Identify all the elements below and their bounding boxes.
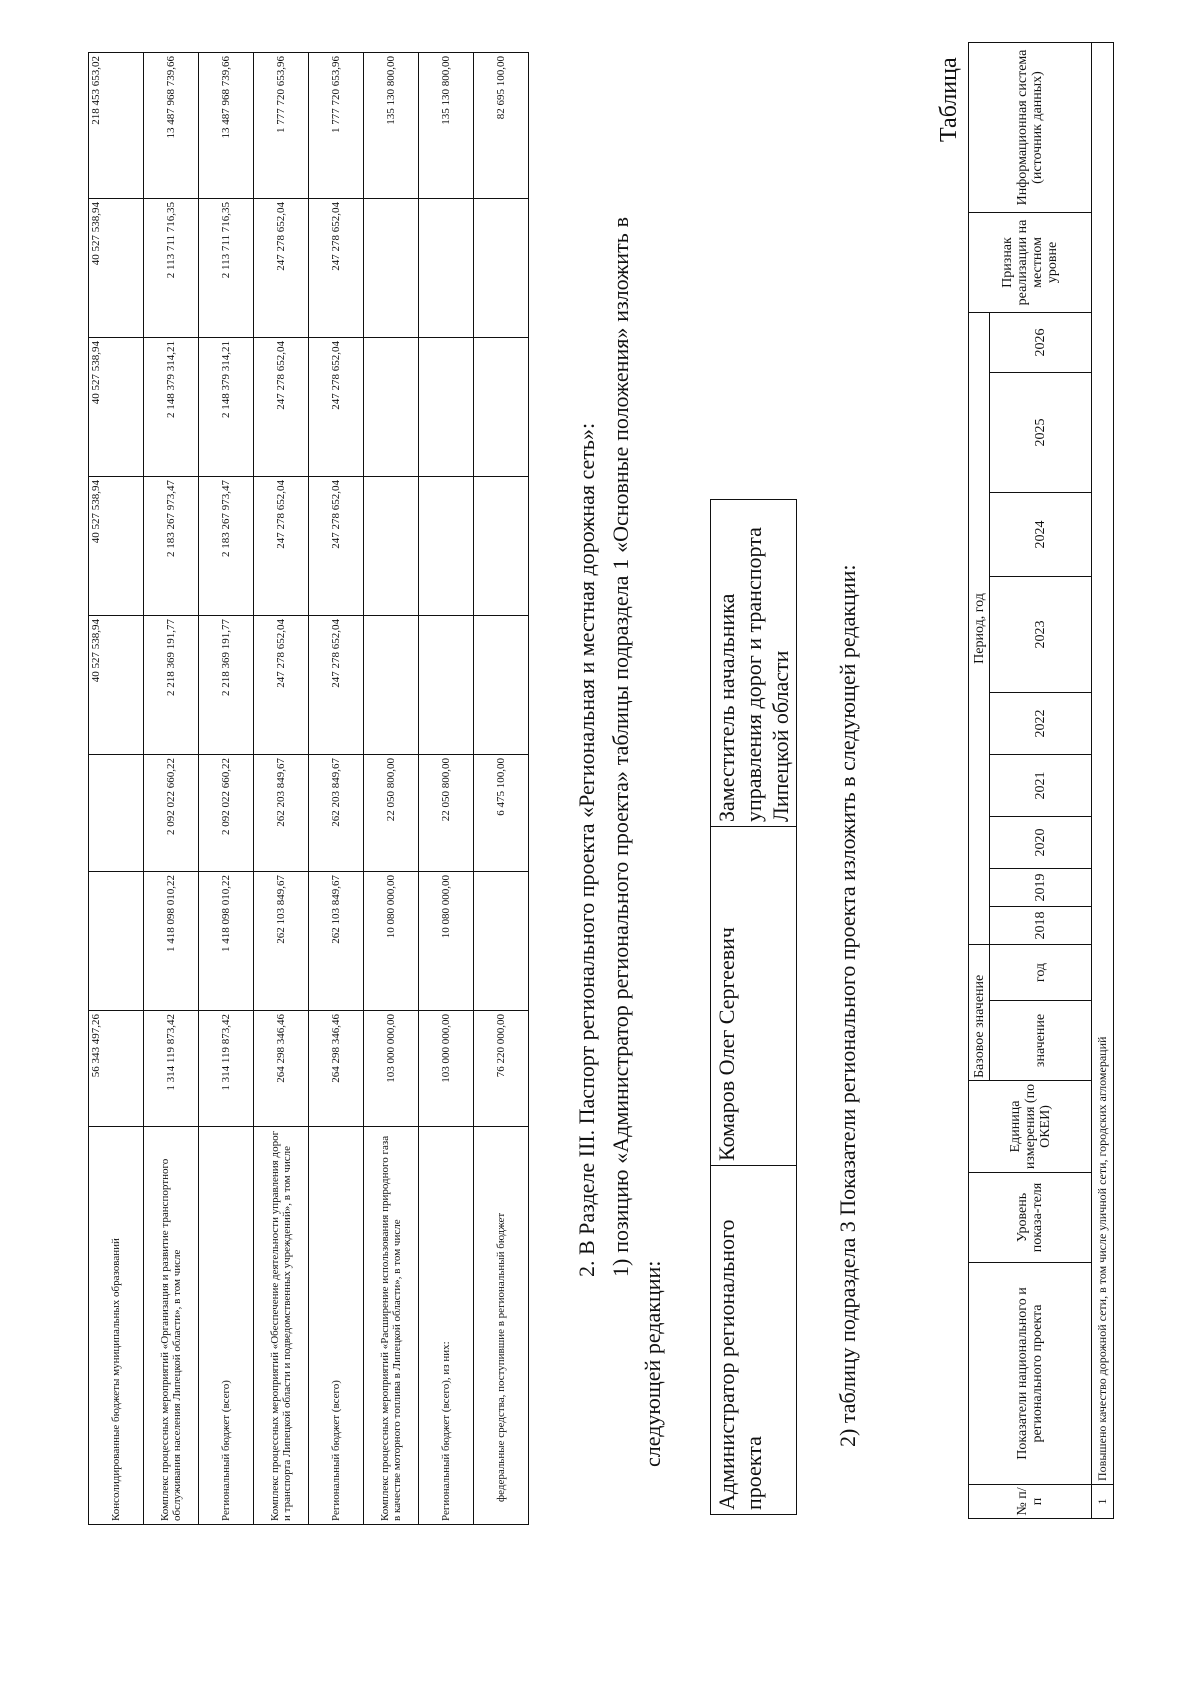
finance-cell: 135 130 800,00 [419, 53, 474, 199]
hdr-year: 2024 [990, 492, 1092, 576]
hdr-num: № п/п [969, 1485, 1092, 1519]
finance-cell: 1 777 720 653,96 [254, 53, 309, 199]
finance-cell: 2 113 711 716,35 [199, 199, 254, 338]
finance-cell: 10 080 000,00 [364, 872, 419, 1011]
hdr-year: 2025 [990, 372, 1092, 492]
finance-row [474, 53, 529, 1525]
finance-cell: 22 050 800,00 [364, 755, 419, 872]
finance-cell: 247 278 652,04 [309, 616, 364, 755]
finance-cell: 40 527 538,94 [89, 616, 144, 755]
finance-cell: 1 314 119 873,42 [144, 1011, 199, 1127]
finance-cell: 13 487 968 739,66 [144, 53, 199, 199]
finance-cell: 103 000 000,00 [419, 1011, 474, 1127]
hdr-unit: Единица измерения (по ОКЕИ) [969, 1081, 1092, 1173]
hdr-year: 2019 [990, 868, 1092, 906]
finance-cell: 56 343 497,26 [89, 1011, 144, 1127]
finance-cell: 40 527 538,94 [89, 199, 144, 338]
hdr-year: 2026 [990, 312, 1092, 372]
finance-cell: 2 092 022 660,22 [199, 755, 254, 872]
finance-cell: 22 050 800,00 [419, 755, 474, 872]
finance-cell: 135 130 800,00 [364, 53, 419, 199]
finance-row-label: Комплекс процессных мероприятий «Расширение использования природного газа в качестве моторного топлива в Липецкой области», в том числе [364, 1127, 419, 1525]
finance-row-label: Региональный бюджет (всего) [309, 1127, 364, 1525]
hdr-year: 2023 [990, 576, 1092, 692]
finance-cell: 247 278 652,04 [254, 616, 309, 755]
finance-cell [419, 616, 474, 755]
finance-cell [364, 338, 419, 477]
finance-cell [474, 338, 529, 477]
indicators-table [968, 42, 1114, 1519]
finance-row-label: Комплекс процессных мероприятий «Обеспечение деятельности управления дорог и транспорта Липецкой области и подведомственных учреждений», в том числе [254, 1127, 309, 1525]
finance-cell: 2 218 369 191,77 [144, 616, 199, 755]
hdr-year: 2021 [990, 754, 1092, 816]
finance-cell: 2 113 711 716,35 [144, 199, 199, 338]
finance-cell [474, 872, 529, 1011]
table-caption: Таблица [936, 57, 962, 142]
hdr-year: 2018 [990, 906, 1092, 944]
row-text: Повышено качество дорожной сети, в том числе уличной сети, городских агломераций [1092, 42, 1114, 1484]
finance-cell: 247 278 652,04 [309, 477, 364, 616]
finance-cell: 262 103 849,67 [254, 872, 309, 1011]
finance-cell [364, 616, 419, 755]
finance-cell: 247 278 652,04 [309, 199, 364, 338]
finance-row [419, 53, 474, 1525]
finance-row-label: Региональный бюджет (всего) [199, 1127, 254, 1525]
finance-row [309, 53, 364, 1525]
admin-position-cell: Заместитель начальника управления дорог и транспорта Липецкой области [711, 500, 797, 827]
finance-cell: 1 418 098 010,22 [199, 872, 254, 1011]
admin-label-cell: Администратор регионального проекта [711, 1166, 797, 1515]
finance-cell [474, 477, 529, 616]
finance-row [144, 53, 199, 1525]
hdr-local: Признак реализации на местном уровне [969, 212, 1092, 312]
finance-row [199, 53, 254, 1525]
finance-row [89, 53, 144, 1525]
item-1-text: 1) позицию «Администратор регионального проекта» таблицы подраздела 1 «Основные положения» изложить в следующей редакции: [608, 217, 665, 1467]
row-number: 1 [1092, 1485, 1114, 1519]
finance-cell [364, 477, 419, 616]
finance-cell [419, 477, 474, 616]
finance-cell: 2 148 379 314,21 [144, 338, 199, 477]
hdr-base-value: значение [990, 1001, 1092, 1081]
finance-cell: 2 183 267 973,47 [144, 477, 199, 616]
finance-cell: 103 000 000,00 [364, 1011, 419, 1127]
hdr-info: Информационная система (источник данных) [969, 42, 1092, 212]
hdr-level: Уровень показа-теля [969, 1173, 1092, 1263]
finance-cell: 10 080 000,00 [419, 872, 474, 1011]
administrator-table [710, 499, 797, 1515]
finance-cell: 40 527 538,94 [89, 477, 144, 616]
finance-cell [89, 872, 144, 1011]
finance-cell: 2 183 267 973,47 [199, 477, 254, 616]
finance-cell [419, 199, 474, 338]
finance-cell [474, 199, 529, 338]
hdr-base-year: год [990, 944, 1092, 1000]
finance-cell: 264 298 346,46 [309, 1011, 364, 1127]
section-heading: 2. В Разделе III. Паспорт регионального проекта «Региональная и местная дорожная сеть»: [574, 422, 599, 1277]
admin-name-cell: Комаров Олег Сергеевич [711, 827, 797, 1166]
finance-cell [89, 755, 144, 872]
finance-row-label: Консолидированные бюджеты муниципальных образований [89, 1127, 144, 1525]
finance-cell: 247 278 652,04 [254, 338, 309, 477]
finance-cell: 262 203 849,67 [254, 755, 309, 872]
hdr-base: Базовое значение [969, 944, 990, 1080]
hdr-year: 2022 [990, 692, 1092, 754]
finance-cell: 262 103 849,67 [309, 872, 364, 1011]
finance-cell: 1 314 119 873,42 [199, 1011, 254, 1127]
finance-cell: 262 203 849,67 [309, 755, 364, 872]
finance-row-label: федеральные средства, поступившие в региональный бюджет [474, 1127, 529, 1525]
finance-cell: 247 278 652,04 [309, 338, 364, 477]
finance-cell: 1 777 720 653,96 [309, 53, 364, 199]
finance-row-label: Региональный бюджет (всего), из них: [419, 1127, 474, 1525]
finance-cell: 40 527 538,94 [89, 338, 144, 477]
finance-cell: 247 278 652,04 [254, 477, 309, 616]
finance-cell: 247 278 652,04 [254, 199, 309, 338]
finance-table [88, 52, 529, 1525]
table-row [1092, 42, 1114, 1518]
finance-cell: 1 418 098 010,22 [144, 872, 199, 1011]
finance-row [364, 53, 419, 1525]
finance-cell: 13 487 968 739,66 [199, 53, 254, 199]
finance-cell [474, 616, 529, 755]
finance-cell: 264 298 346,46 [254, 1011, 309, 1127]
hdr-year: 2020 [990, 816, 1092, 868]
finance-cell: 76 220 000,00 [474, 1011, 529, 1127]
finance-cell: 2 148 379 314,21 [199, 338, 254, 477]
finance-row-label: Комплекс процессных мероприятий «Организация и развитие транспортного обслуживания населения Липецкой области», в том числе [144, 1127, 199, 1525]
hdr-period: Период, год [969, 312, 990, 944]
finance-row [254, 53, 309, 1525]
finance-cell [364, 199, 419, 338]
finance-cell: 6 475 100,00 [474, 755, 529, 872]
hdr-indicators: Показатели национального и регионального проекта [969, 1263, 1092, 1485]
finance-cell: 2 092 022 660,22 [144, 755, 199, 872]
item-2-text: 2) таблицу подраздела 3 Показатели регионального проекта изложить в следующей редакции: [835, 564, 860, 1447]
finance-cell: 2 218 369 191,77 [199, 616, 254, 755]
finance-cell: 218 453 653,02 [89, 53, 144, 199]
finance-cell [419, 338, 474, 477]
finance-cell: 82 695 100,00 [474, 53, 529, 199]
